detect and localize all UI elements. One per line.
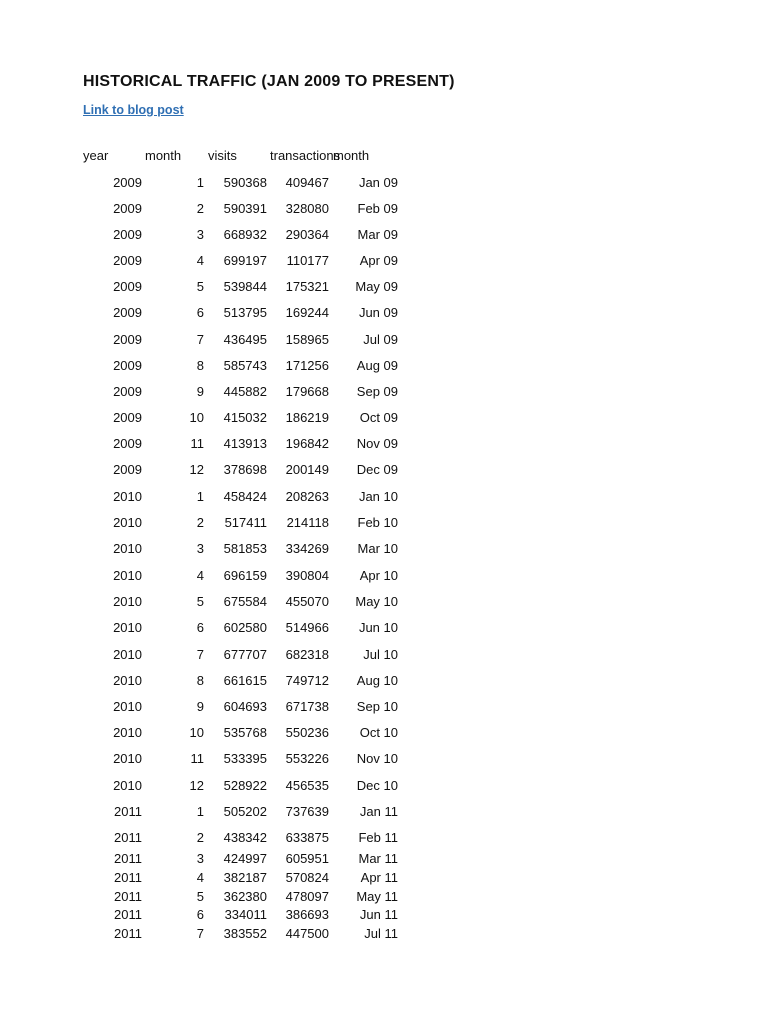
cell-visits: 661615 [223,673,267,688]
cell-transactions: 605951 [285,851,329,866]
cell-month-number: 6 [196,907,204,922]
cell-month-label: Feb 09 [357,201,398,216]
cell-visits: 517411 [224,515,267,530]
cell-visits: 699197 [223,253,267,268]
cell-visits: 590368 [223,175,267,190]
cell-transactions: 110177 [286,253,329,268]
cell-transactions: 290364 [285,227,329,242]
cell-month-number: 7 [196,332,204,347]
cell-month-label: Mar 10 [357,541,398,556]
cell-month-label: Jan 09 [358,175,398,190]
cell-month-label: Feb 11 [358,830,398,845]
cell-month-number: 3 [196,227,204,242]
cell-month-number: 6 [196,620,204,635]
cell-month-number: 1 [196,489,204,504]
cell-year: 2010 [113,568,142,583]
cell-visits: 535768 [223,725,267,740]
cell-month-label: Dec 09 [356,462,398,477]
cell-month-label: Oct 09 [359,410,398,425]
cell-visits: 581853 [223,541,267,556]
cell-transactions: 328080 [285,201,329,216]
cell-year: 2010 [113,594,142,609]
cell-year: 2010 [113,699,142,714]
cell-month-label: May 09 [355,279,398,294]
cell-year: 2010 [113,751,142,766]
cell-transactions: 456535 [285,778,329,793]
header-transactions: transactions [270,148,341,163]
cell-transactions: 390804 [285,568,329,583]
cell-visits: 505202 [223,804,267,819]
header-year: year [83,148,109,163]
header-month-number: month [145,148,182,163]
cell-transactions: 171256 [285,358,329,373]
cell-month-number: 6 [196,305,204,320]
cell-visits: 362380 [223,889,267,904]
cell-transactions: 196842 [285,436,329,451]
cell-month-label: Sep 09 [356,384,398,399]
cell-month-number: 5 [196,279,204,294]
cell-year: 2010 [113,541,142,556]
cell-transactions: 158965 [285,332,329,347]
cell-year: 2009 [113,332,142,347]
cell-year: 2009 [113,279,142,294]
cell-visits: 675584 [223,594,267,609]
cell-transactions: 682318 [285,647,329,662]
cell-month-number: 1 [196,804,204,819]
cell-transactions: 455070 [285,594,329,609]
cell-month-label: Jan 11 [359,804,398,819]
cell-transactions: 334269 [285,541,329,556]
cell-visits: 604693 [223,699,267,714]
cell-visits: 436495 [223,332,267,347]
cell-visits: 585743 [223,358,267,373]
cell-visits: 415032 [223,410,267,425]
page-title: HISTORICAL TRAFFIC (JAN 2009 TO PRESENT) [83,73,455,90]
cell-month-label: Nov 09 [356,436,398,451]
cell-month-label: Feb 10 [357,515,398,530]
cell-month-label: Oct 10 [359,725,398,740]
cell-month-number: 10 [189,410,204,425]
cell-month-number: 7 [196,926,204,941]
cell-month-label: Jun 10 [358,620,398,635]
cell-year: 2010 [113,489,142,504]
cell-visits: 383552 [223,926,267,941]
cell-month-number: 8 [196,673,204,688]
cell-transactions: 737639 [285,804,329,819]
cell-visits: 602580 [223,620,267,635]
cell-month-label: Jul 11 [364,926,398,941]
cell-month-label: Nov 10 [356,751,398,766]
cell-month-number: 11 [190,436,204,451]
cell-year: 2009 [113,253,142,268]
cell-year: 2010 [113,673,142,688]
cell-month-label: Apr 09 [359,253,398,268]
cell-transactions: 671738 [285,699,329,714]
cell-transactions: 169244 [285,305,329,320]
cell-visits: 378698 [223,462,267,477]
cell-month-number: 4 [196,870,204,885]
cell-month-label: Mar 09 [357,227,398,242]
cell-visits: 539844 [223,279,267,294]
cell-visits: 677707 [223,647,267,662]
cell-year: 2011 [114,870,142,885]
cell-month-label: Jul 10 [363,647,398,662]
cell-month-label: Apr 10 [359,568,398,583]
cell-month-number: 3 [196,541,204,556]
cell-year: 2009 [113,410,142,425]
cell-year: 2010 [113,620,142,635]
cell-month-number: 2 [196,515,204,530]
cell-visits: 528922 [223,778,267,793]
header-month-label: month [333,148,370,163]
cell-month-label: Apr 11 [360,870,398,885]
header-visits: visits [208,148,237,163]
cell-month-number: 8 [196,358,204,373]
cell-visits: 696159 [223,568,267,583]
cell-year: 2010 [113,725,142,740]
cell-transactions: 553226 [285,751,329,766]
cell-visits: 438342 [223,830,267,845]
cell-year: 2009 [113,358,142,373]
cell-year: 2010 [113,647,142,662]
cell-visits: 424997 [223,851,267,866]
cell-year: 2011 [114,889,142,904]
cell-transactions: 749712 [285,673,329,688]
cell-month-number: 5 [196,594,204,609]
cell-transactions: 409467 [285,175,329,190]
cell-month-label: Mar 11 [358,851,398,866]
cell-month-label: Aug 10 [356,673,398,688]
cell-month-number: 9 [196,699,204,714]
cell-month-number: 7 [196,647,204,662]
cell-year: 2009 [113,462,142,477]
cell-transactions: 550236 [285,725,329,740]
cell-transactions: 208263 [285,489,329,504]
cell-month-number: 1 [196,175,204,190]
cell-month-label: Jan 10 [358,489,398,504]
cell-month-label: May 10 [355,594,398,609]
cell-year: 2011 [114,851,142,866]
cell-transactions: 447500 [285,926,329,941]
cell-year: 2011 [114,926,142,941]
cell-year: 2010 [113,778,142,793]
cell-transactions: 214118 [286,515,329,530]
cell-year: 2010 [113,515,142,530]
cell-year: 2011 [114,907,142,922]
cell-month-number: 10 [189,725,204,740]
cell-month-label: Aug 09 [356,358,398,373]
cell-transactions: 514966 [285,620,329,635]
cell-transactions: 633875 [285,830,329,845]
cell-transactions: 386693 [285,907,329,922]
cell-month-label: Jun 11 [359,907,398,922]
cell-transactions: 478097 [285,889,329,904]
cell-month-label: Dec 10 [356,778,398,793]
cell-month-number: 2 [196,201,204,216]
cell-month-label: Jun 09 [358,305,398,320]
cell-month-number: 5 [196,889,204,904]
cell-year: 2009 [113,175,142,190]
cell-transactions: 200149 [285,462,329,477]
cell-year: 2009 [113,227,142,242]
cell-transactions: 179668 [285,384,329,399]
cell-year: 2009 [113,305,142,320]
cell-month-number: 4 [196,568,204,583]
cell-transactions: 570824 [285,870,329,885]
cell-year: 2009 [113,436,142,451]
cell-year: 2011 [114,830,142,845]
cell-month-label: Sep 10 [356,699,398,714]
cell-month-label: May 11 [356,889,398,904]
cell-visits: 445882 [223,384,267,399]
cell-visits: 513795 [223,305,267,320]
cell-visits: 668932 [223,227,267,242]
cell-month-number: 12 [189,778,204,793]
cell-month-number: 12 [189,462,204,477]
cell-visits: 382187 [223,870,267,885]
cell-month-number: 4 [196,253,204,268]
cell-visits: 533395 [223,751,267,766]
blog-post-link[interactable]: Link to blog post [83,103,184,117]
cell-transactions: 186219 [285,410,329,425]
cell-month-number: 2 [196,830,204,845]
cell-month-number: 11 [190,751,204,766]
cell-visits: 458424 [223,489,267,504]
cell-month-number: 3 [196,851,204,866]
cell-visits: 334011 [224,907,267,922]
cell-month-label: Jul 09 [363,332,398,347]
cell-year: 2009 [113,384,142,399]
cell-visits: 590391 [223,201,267,216]
cell-year: 2011 [114,804,142,819]
cell-month-number: 9 [196,384,204,399]
cell-visits: 413913 [223,436,267,451]
cell-year: 2009 [113,201,142,216]
cell-transactions: 175321 [285,279,329,294]
